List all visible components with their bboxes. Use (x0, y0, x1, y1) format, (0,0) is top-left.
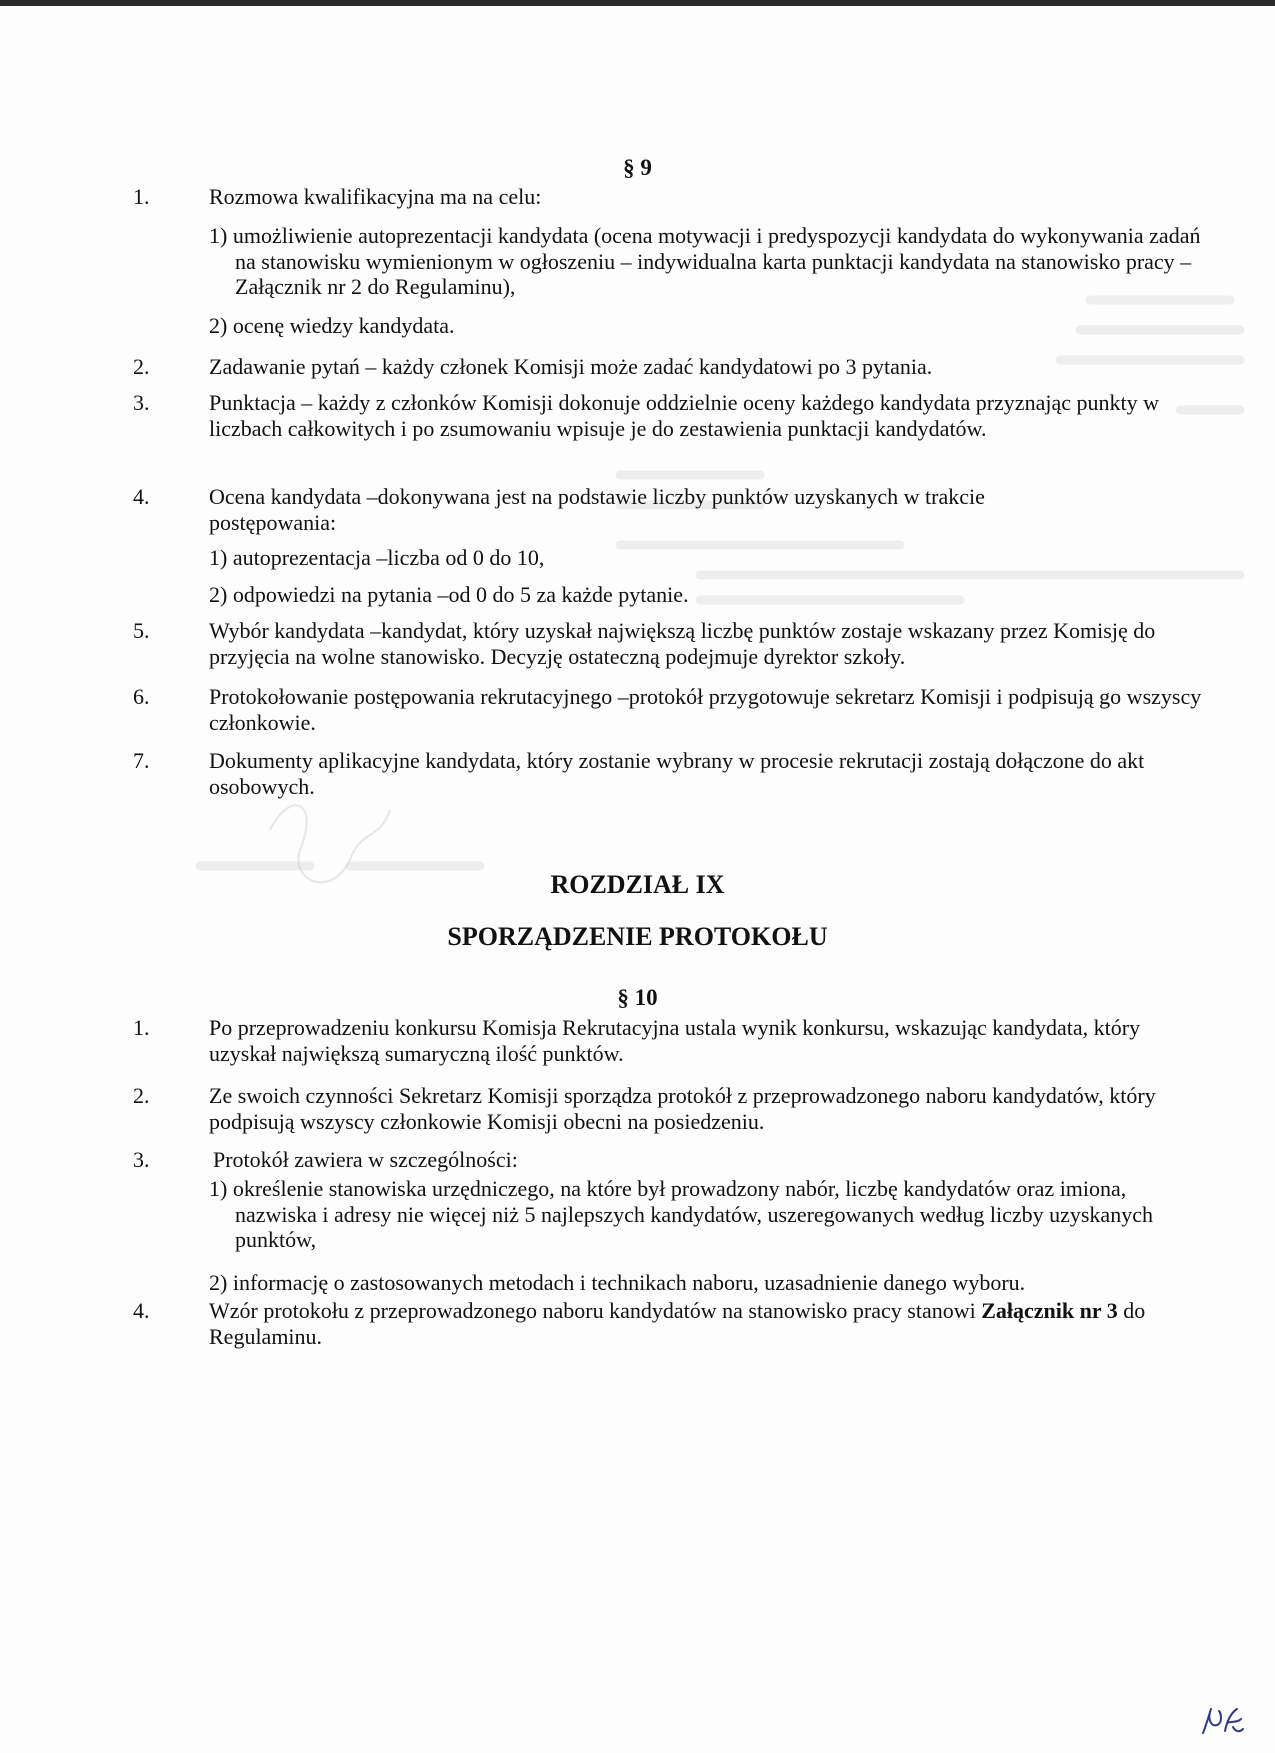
list-item (133, 484, 1193, 536)
sub-item: 2) informację o zastosowanych metodach i technikach naboru, uzasadnienie danego wyboru. (209, 1270, 1026, 1295)
sub-item: 1) umożliwienie autoprezentacji kandydata (ocena motywacji i predyspozycji kandydata do wykonywania zadań na stanowisku wymienionym w ogłoszeniu – indywidualna karta punktacji kandydata na stanowisko pracy – Załącznik nr 2 do Regulaminu), (209, 223, 1201, 299)
list-item (133, 748, 1193, 800)
item-number: 4. (133, 484, 150, 509)
item-text: Punktacja – każdy z członków Komisji dokonuje oddzielnie oceny każdego kandydata przyznając punkty w liczbach całkowitych i po zsumowaniu wpisuje je do zestawienia punktacji kandydatów. (209, 390, 1159, 441)
item-number: 1. (133, 184, 150, 209)
item-number: 2. (133, 1083, 150, 1108)
item-number: 7. (133, 748, 150, 773)
item-text: Ocena kandydata –dokonywana jest na podstawie liczby punktów uzyskanych w trakcie postępowania: (209, 484, 985, 535)
sub-item: 1) autoprezentacja –liczba od 0 do 10, (209, 545, 545, 570)
item-text: Wybór kandydata –kandydat, który uzyskał największą liczbę punktów zostaje wskazany przez Komisję do przyjęcia na wolne stanowisko. Decyzję ostateczną podejmuje dyrektor szkoły. (209, 618, 1156, 669)
item-number: 3. (133, 1147, 150, 1172)
item-number: 1. (133, 1015, 150, 1040)
sub-item: 2) odpowiedzi na pytania –od 0 do 5 za każde pytanie. (209, 582, 689, 607)
list-item (133, 390, 1193, 470)
item-text (209, 1298, 1209, 1349)
attachment-reference: Załącznik nr 3 (981, 1298, 1118, 1323)
item-text: Rozmowa kwalifikacyjna ma na celu: (209, 184, 542, 209)
initials-mark-icon (1197, 1703, 1245, 1739)
item-text: Protokół zawiera w szczególności: (213, 1147, 518, 1172)
sub-item: 2) ocenę wiedzy kandydata. (209, 313, 455, 338)
item-text: Zadawanie pytań – każdy członek Komisji może zadać kandydatowi po 3 pytania. (209, 354, 933, 379)
item-number: 4. (133, 1298, 150, 1323)
item-number: 2. (133, 354, 150, 379)
list-item (133, 1015, 1193, 1067)
item-text: Dokumenty aplikacyjne kandydata, który zostanie wybrany w procesie rekrutacji zostają dołączone do akt osobowych. (209, 748, 1145, 799)
item-text: Po przeprowadzeniu konkursu Komisja Rekrutacyjna ustala wynik konkursu, wskazując kandydata, który uzyskał największą sumaryczną ilość punktów. (209, 1015, 1141, 1066)
list-item (133, 184, 1193, 210)
section-9-sign: § 9 (623, 155, 652, 180)
item-number: 5. (133, 618, 150, 643)
item-text: Protokołowanie postępowania rekrutacyjnego –protokół przygotowuje sekretarz Komisji i podpisują go wszyscy członkowie. (209, 684, 1202, 735)
chapter-title: ROZDZIAŁ IX (550, 870, 725, 899)
section-10-sign: § 10 (617, 985, 658, 1010)
sub-item: 1) określenie stanowiska urzędniczego, na które był prowadzony nabór, liczbę kandydatów oraz imiona, nazwiska i adresy nie więcej niż 5 najlepszych kandydatów, uszeregowanych według liczby uzyskanych punktów, (209, 1176, 1153, 1252)
item-text: Ze swoich czynności Sekretarz Komisji sporządza protokół z przeprowadzonego naboru kandydatów, który podpisują wszyscy członkowie Komisji obecni na posiedzeniu. (209, 1083, 1156, 1134)
list-item (133, 1147, 1193, 1173)
list-item (133, 684, 1202, 736)
item-text-post: do Regulaminu. (209, 1298, 1146, 1349)
list-item (133, 354, 1193, 380)
list-item (133, 618, 1193, 670)
list-item (133, 1298, 1193, 1350)
list-item (133, 1083, 1193, 1135)
item-number: 3. (133, 390, 150, 415)
item-number: 6. (133, 684, 150, 709)
chapter-subtitle: SPORZĄDZENIE PROTOKOŁU (447, 922, 828, 951)
item-text-pre: Wzór protokołu z przeprowadzonego naboru kandydatów na stanowisko pracy stanowi (209, 1298, 982, 1323)
